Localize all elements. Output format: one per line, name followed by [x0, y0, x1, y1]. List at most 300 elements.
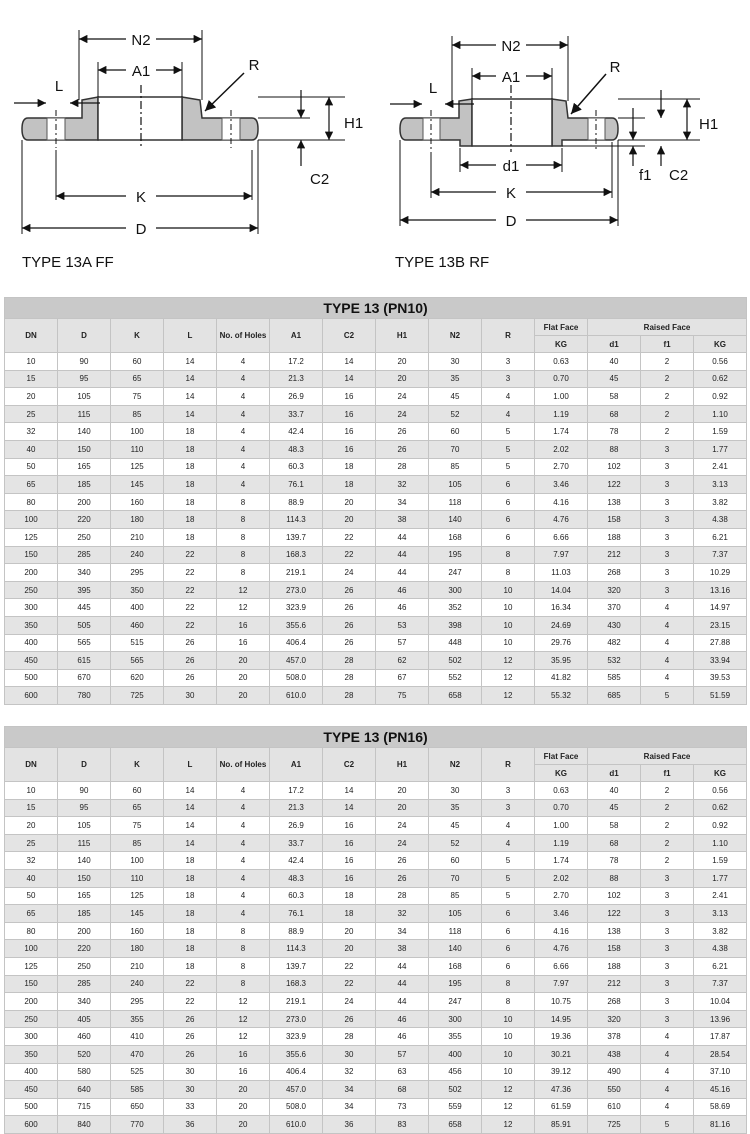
header-k: K — [111, 748, 164, 782]
table-cell: 2 — [641, 388, 694, 406]
table-cell: 6 — [482, 476, 535, 494]
table-cell: 3 — [641, 957, 694, 975]
table-cell: 115 — [58, 405, 111, 423]
table-cell: 30 — [164, 1081, 217, 1099]
table-row — [5, 669, 747, 687]
table-cell: 8 — [217, 957, 270, 975]
table-cell: 22 — [323, 546, 376, 564]
table-cell: 46 — [376, 1028, 429, 1046]
table-cell: 10 — [482, 581, 535, 599]
table-cell: 16 — [217, 616, 270, 634]
table-cell: 4 — [482, 405, 535, 423]
table-cell: 34 — [323, 1098, 376, 1116]
table-cell: 42.4 — [270, 423, 323, 441]
table-cell: 559 — [429, 1098, 482, 1116]
table-cell: 80 — [5, 922, 58, 940]
table-cell: 6 — [482, 528, 535, 546]
table-row — [5, 546, 747, 564]
table-cell: 26.9 — [270, 817, 323, 835]
table-cell: 300 — [429, 581, 482, 599]
table-cell: 4 — [217, 887, 270, 905]
table-cell: 75 — [376, 687, 429, 705]
table-row — [5, 834, 747, 852]
table-title: TYPE 13 (PN10) — [5, 298, 747, 319]
table-row — [5, 458, 747, 476]
table-cell: 3 — [482, 799, 535, 817]
table-cell: 250 — [58, 528, 111, 546]
table-cell: 8 — [217, 940, 270, 958]
table-cell: 4 — [641, 616, 694, 634]
table-cell: 28 — [376, 458, 429, 476]
table-cell: 26 — [164, 1028, 217, 1046]
table-cell: 32 — [376, 905, 429, 923]
table-cell: 670 — [58, 669, 111, 687]
table-cell: 61.59 — [535, 1098, 588, 1116]
table-cell: 610.0 — [270, 687, 323, 705]
table-cell: 1.59 — [694, 852, 747, 870]
table-cell: 105 — [58, 388, 111, 406]
table-row — [5, 852, 747, 870]
table-cell: 285 — [58, 975, 111, 993]
table-cell: 12 — [482, 669, 535, 687]
table-cell: 26 — [164, 634, 217, 652]
table-cell: 58.69 — [694, 1098, 747, 1116]
table-cell: 565 — [111, 652, 164, 670]
table-cell: 58 — [588, 817, 641, 835]
table-cell: 502 — [429, 1081, 482, 1099]
table-cell: 400 — [429, 1045, 482, 1063]
table-cell: 53 — [376, 616, 429, 634]
table-row — [5, 1081, 747, 1099]
table-cell: 456 — [429, 1063, 482, 1081]
table-cell: 12 — [482, 1098, 535, 1116]
table-cell: 26 — [323, 634, 376, 652]
table-cell: 78 — [588, 423, 641, 441]
table-title: TYPE 13 (PN16) — [5, 727, 747, 748]
label-13b-r: R — [609, 59, 621, 76]
table-cell: 18 — [323, 458, 376, 476]
table-cell: 4 — [641, 652, 694, 670]
table-cell: 33.7 — [270, 834, 323, 852]
table-cell: 14 — [164, 799, 217, 817]
table-cell: 110 — [111, 869, 164, 887]
table-cell: 75 — [111, 817, 164, 835]
table-cell: 188 — [588, 528, 641, 546]
table-cell: 13.16 — [694, 581, 747, 599]
table-cell: 18 — [164, 905, 217, 923]
table-cell: 20 — [323, 922, 376, 940]
table-cell: 448 — [429, 634, 482, 652]
table-cell: 65 — [5, 905, 58, 923]
table-cell: 80 — [5, 493, 58, 511]
header-raised-face: Raised Face — [588, 748, 747, 765]
table-cell: 640 — [58, 1081, 111, 1099]
table-cell: 14 — [164, 353, 217, 371]
table-cell: 1.74 — [535, 852, 588, 870]
table-cell: 67 — [376, 669, 429, 687]
table-cell: 70 — [429, 440, 482, 458]
table-cell: 610 — [588, 1098, 641, 1116]
table-row — [5, 353, 747, 371]
table-cell: 4 — [217, 388, 270, 406]
table-cell: 24.69 — [535, 616, 588, 634]
label-13b-d1: d1 — [502, 158, 520, 175]
table-cell: 240 — [111, 546, 164, 564]
table-cell: 105 — [58, 817, 111, 835]
table-cell: 22 — [323, 975, 376, 993]
table-cell: 550 — [588, 1081, 641, 1099]
table-cell: 3 — [482, 782, 535, 800]
table-cell: 14 — [323, 353, 376, 371]
table-cell: 33.7 — [270, 405, 323, 423]
table-cell: 6.21 — [694, 957, 747, 975]
table-cell: 1.10 — [694, 834, 747, 852]
header-holes: No. of Holes — [217, 748, 270, 782]
table-cell: 16 — [323, 388, 376, 406]
table-cell: 2 — [641, 782, 694, 800]
table-cell: 350 — [5, 1045, 58, 1063]
table-cell: 34 — [376, 493, 429, 511]
table-cell: 505 — [58, 616, 111, 634]
table-cell: 65 — [5, 476, 58, 494]
header-kg-raised: KG — [694, 765, 747, 782]
table-cell: 68 — [588, 834, 641, 852]
table-cell: 18 — [164, 440, 217, 458]
table-cell: 250 — [5, 1010, 58, 1028]
table-cell: 2.41 — [694, 458, 747, 476]
table-cell: 3 — [641, 564, 694, 582]
table-cell: 14 — [164, 405, 217, 423]
table-cell: 457.0 — [270, 652, 323, 670]
table-cell: 10.29 — [694, 564, 747, 582]
table-cell: 2 — [641, 834, 694, 852]
table-cell: 36 — [164, 1116, 217, 1134]
table-cell: 600 — [5, 1116, 58, 1134]
table-row — [5, 652, 747, 670]
table-cell: 16 — [323, 405, 376, 423]
table-cell: 268 — [588, 993, 641, 1011]
table-cell: 12 — [482, 687, 535, 705]
table-cell: 3 — [482, 370, 535, 388]
table-cell: 140 — [429, 511, 482, 529]
table-cell: 6.66 — [535, 528, 588, 546]
header-r: R — [482, 748, 535, 782]
table-cell: 6 — [482, 940, 535, 958]
table-cell: 482 — [588, 634, 641, 652]
table-cell: 4 — [641, 1081, 694, 1099]
table-cell: 4 — [217, 905, 270, 923]
table-cell: 1.59 — [694, 423, 747, 441]
table-row — [5, 957, 747, 975]
table-cell: 5 — [482, 852, 535, 870]
table-cell: 5 — [482, 440, 535, 458]
table-body — [5, 353, 747, 705]
table-cell: 25 — [5, 834, 58, 852]
table-cell: 160 — [111, 922, 164, 940]
table-cell: 18 — [164, 476, 217, 494]
table-cell: 22 — [323, 957, 376, 975]
table-row — [5, 599, 747, 617]
table-cell: 8 — [217, 564, 270, 582]
table-cell: 219.1 — [270, 564, 323, 582]
table-cell: 44 — [376, 564, 429, 582]
table-cell: 2.70 — [535, 458, 588, 476]
table-cell: 139.7 — [270, 528, 323, 546]
table-cell: 210 — [111, 528, 164, 546]
table-cell: 3 — [641, 440, 694, 458]
table-cell: 60.3 — [270, 887, 323, 905]
table-cell: 140 — [429, 940, 482, 958]
table-cell: 32 — [376, 476, 429, 494]
table-cell: 14 — [164, 817, 217, 835]
table-cell: 22 — [164, 546, 217, 564]
table-cell: 268 — [588, 564, 641, 582]
table-cell: 60 — [111, 782, 164, 800]
table-cell: 14 — [323, 370, 376, 388]
table-cell: 90 — [58, 782, 111, 800]
header-dn: DN — [5, 319, 58, 353]
table-cell: 26 — [376, 852, 429, 870]
table-cell: 532 — [588, 652, 641, 670]
table-cell: 4 — [217, 782, 270, 800]
table-cell: 5 — [641, 1116, 694, 1134]
table-cell: 41.82 — [535, 669, 588, 687]
table-cell: 0.56 — [694, 782, 747, 800]
label-13b-k: K — [505, 185, 517, 202]
table-cell: 12 — [217, 599, 270, 617]
table-cell: 285 — [58, 546, 111, 564]
table-cell: 48.3 — [270, 440, 323, 458]
table-cell: 3 — [641, 922, 694, 940]
table-cell: 3 — [641, 458, 694, 476]
table-cell: 15 — [5, 799, 58, 817]
table-cell: 220 — [58, 511, 111, 529]
table-cell: 10 — [5, 353, 58, 371]
table-cell: 20 — [323, 511, 376, 529]
table-cell: 57 — [376, 1045, 429, 1063]
table-cell: 81.16 — [694, 1116, 747, 1134]
table-cell: 24 — [376, 405, 429, 423]
table-cell: 10 — [482, 1045, 535, 1063]
table-cell: 3 — [641, 476, 694, 494]
table-cell: 4 — [217, 834, 270, 852]
table-cell: 12 — [482, 1081, 535, 1099]
table-cell: 22 — [164, 975, 217, 993]
table-cell: 20 — [217, 1081, 270, 1099]
table-cell: 4 — [217, 405, 270, 423]
label-13b-c2: C2 — [669, 167, 689, 184]
table-row — [5, 1098, 747, 1116]
table-cell: 28 — [323, 669, 376, 687]
table-cell: 36 — [323, 1116, 376, 1134]
table-cell: 615 — [58, 652, 111, 670]
caption-13b-rf: TYPE 13B RF — [395, 254, 490, 271]
table-cell: 406.4 — [270, 1063, 323, 1081]
table-cell: 85 — [111, 405, 164, 423]
table-cell: 19.36 — [535, 1028, 588, 1046]
table-cell: 508.0 — [270, 1098, 323, 1116]
table-cell: 0.62 — [694, 370, 747, 388]
table-cell: 105 — [429, 476, 482, 494]
table-cell: 125 — [5, 957, 58, 975]
table-cell: 16 — [217, 1045, 270, 1063]
table-cell: 110 — [111, 440, 164, 458]
table-cell: 620 — [111, 669, 164, 687]
table-cell: 4 — [217, 869, 270, 887]
table-cell: 16 — [217, 634, 270, 652]
table-cell: 200 — [58, 922, 111, 940]
table-cell: 8 — [217, 975, 270, 993]
table-cell: 14.95 — [535, 1010, 588, 1028]
table-cell: 46 — [376, 1010, 429, 1028]
table-cell: 150 — [58, 869, 111, 887]
table-cell: 6 — [482, 493, 535, 511]
label-13b-d: D — [505, 213, 517, 230]
table-cell: 4 — [217, 817, 270, 835]
table-cell: 2 — [641, 405, 694, 423]
table-cell: 26 — [164, 1010, 217, 1028]
table-cell: 45 — [429, 388, 482, 406]
table-cell: 8 — [217, 528, 270, 546]
table-cell: 75 — [111, 388, 164, 406]
table-cell: 16 — [217, 1063, 270, 1081]
table-cell: 4 — [217, 423, 270, 441]
table-row — [5, 905, 747, 923]
label-13a-a1: A1 — [131, 63, 151, 80]
table-row — [5, 564, 747, 582]
table-cell: 1.00 — [535, 817, 588, 835]
table-cell: 26 — [323, 581, 376, 599]
table-cell: 352 — [429, 599, 482, 617]
table-cell: 4 — [641, 599, 694, 617]
table-cell: 6.66 — [535, 957, 588, 975]
table-cell: 45 — [588, 799, 641, 817]
table-cell: 25 — [5, 405, 58, 423]
table-cell: 8 — [217, 922, 270, 940]
table-cell: 3 — [641, 940, 694, 958]
table-cell: 22 — [164, 564, 217, 582]
table-cell: 4 — [641, 1045, 694, 1063]
table-cell: 585 — [111, 1081, 164, 1099]
table-cell: 10.04 — [694, 993, 747, 1011]
table-cell: 2 — [641, 799, 694, 817]
table-cell: 0.92 — [694, 388, 747, 406]
table-cell: 4 — [641, 634, 694, 652]
table-cell: 26 — [323, 599, 376, 617]
table-cell: 102 — [588, 887, 641, 905]
table-cell: 300 — [429, 1010, 482, 1028]
table-cell: 22 — [323, 528, 376, 546]
table-cell: 4 — [217, 440, 270, 458]
table-cell: 3 — [641, 975, 694, 993]
table-cell: 500 — [5, 669, 58, 687]
table-cell: 273.0 — [270, 581, 323, 599]
table-cell: 29.76 — [535, 634, 588, 652]
table-row — [5, 370, 747, 388]
table-cell: 150 — [5, 546, 58, 564]
table-cell: 565 — [58, 634, 111, 652]
table-row — [5, 975, 747, 993]
table-cell: 658 — [429, 1116, 482, 1134]
table-cell: 14 — [164, 834, 217, 852]
drawing-type-13a-ff — [14, 30, 363, 271]
label-13a-r: R — [248, 57, 260, 74]
table-cell: 139.7 — [270, 957, 323, 975]
table-cell: 122 — [588, 476, 641, 494]
table-cell: 725 — [111, 687, 164, 705]
table-cell: 40 — [5, 440, 58, 458]
table-cell: 610.0 — [270, 1116, 323, 1134]
header-k: K — [111, 319, 164, 353]
caption-13a-ff: TYPE 13A FF — [22, 254, 114, 271]
table-cell: 85 — [429, 458, 482, 476]
table-cell: 4 — [217, 476, 270, 494]
header-c2: C2 — [323, 748, 376, 782]
table-cell: 650 — [111, 1098, 164, 1116]
table-cell: 28 — [323, 1028, 376, 1046]
header-a1: A1 — [270, 748, 323, 782]
table-cell: 26 — [323, 616, 376, 634]
table-cell: 17.2 — [270, 782, 323, 800]
table-cell: 47.36 — [535, 1081, 588, 1099]
table-cell: 8 — [482, 564, 535, 582]
table-cell: 0.70 — [535, 370, 588, 388]
table-cell: 52 — [429, 834, 482, 852]
table-cell: 8 — [217, 546, 270, 564]
table-row — [5, 511, 747, 529]
table-cell: 65 — [111, 799, 164, 817]
table-cell: 16 — [323, 852, 376, 870]
table-cell: 20 — [217, 1098, 270, 1116]
label-13b-n2: N2 — [501, 38, 521, 55]
table-cell: 18 — [164, 528, 217, 546]
table-cell: 10 — [482, 634, 535, 652]
table-cell: 585 — [588, 669, 641, 687]
table-cell: 4 — [482, 834, 535, 852]
header-a1: A1 — [270, 319, 323, 353]
table-cell: 168 — [429, 957, 482, 975]
header-l: L — [164, 319, 217, 353]
table-cell: 0.70 — [535, 799, 588, 817]
table-cell: 508.0 — [270, 669, 323, 687]
table-cell: 3 — [641, 511, 694, 529]
table-cell: 18 — [164, 957, 217, 975]
table-cell: 580 — [58, 1063, 111, 1081]
table-cell: 6.21 — [694, 528, 747, 546]
table-cell: 35 — [429, 370, 482, 388]
table-cell: 22 — [164, 616, 217, 634]
table-cell: 6 — [482, 511, 535, 529]
table-cell: 18 — [164, 511, 217, 529]
table-cell: 118 — [429, 493, 482, 511]
table-cell: 685 — [588, 687, 641, 705]
table-cell: 88 — [588, 440, 641, 458]
table-cell: 30 — [164, 1063, 217, 1081]
table-cell: 188 — [588, 957, 641, 975]
header-flat-face: Flat Face — [535, 319, 588, 336]
table-cell: 44 — [376, 546, 429, 564]
table-row — [5, 405, 747, 423]
table-cell: 355 — [429, 1028, 482, 1046]
table-cell: 28 — [323, 687, 376, 705]
table-cell: 4 — [641, 1098, 694, 1116]
table-cell: 247 — [429, 564, 482, 582]
table-cell: 378 — [588, 1028, 641, 1046]
table-cell: 5 — [482, 887, 535, 905]
table-cell: 12 — [217, 581, 270, 599]
table-cell: 14 — [323, 782, 376, 800]
table-cell: 114.3 — [270, 940, 323, 958]
